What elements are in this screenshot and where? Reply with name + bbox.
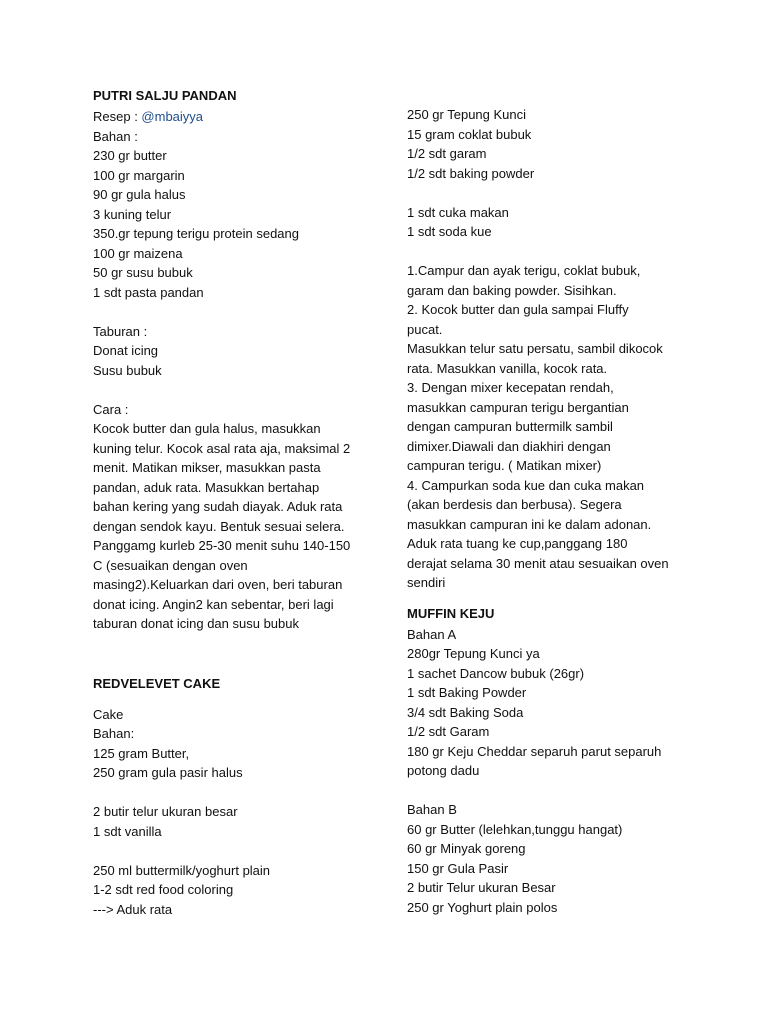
instruction-line: taburan donat icing dan susu bubuk: [93, 616, 299, 631]
taburan-label: Taburan :: [93, 323, 148, 339]
ingredient-line: 250 ml buttermilk/yoghurt plain: [93, 862, 271, 878]
left-column: [93, 85, 383, 919]
spacer: [407, 183, 697, 203]
ingredient-line: 1/2 sdt Garam: [407, 724, 490, 739]
ingredient-line: 50 gr susu bubuk: [93, 265, 193, 280]
right-column: [407, 105, 697, 917]
muffin-title: MUFFIN KEJU: [407, 605, 495, 621]
bahan-a-label: Bahan A: [407, 626, 457, 642]
ingredient-line: 250 gr Yoghurt plain polos: [407, 899, 558, 915]
step-line: pucat.: [407, 321, 443, 337]
step-line: rata. Masukkan vanilla, kocok rata.: [407, 360, 608, 376]
redvelvet-title: REDVELEVET CAKE: [93, 675, 221, 691]
ingredient-line: 1 sdt cuka makan: [407, 204, 509, 220]
step-line: 3. Dengan mixer kecepatan rendah,: [407, 380, 614, 395]
instruction-line: masing2).Keluarkan dari oven, beri taburan: [93, 577, 343, 592]
step-line: derajat selama 30 menit atau sesuaikan oven: [407, 555, 669, 571]
spacer: [93, 380, 383, 400]
instruction-line: Panggamg kurleb 25-30 menit suhu 140-150: [93, 538, 351, 553]
instruction-line: menit. Matikan mikser, masukkan pasta: [93, 460, 321, 475]
ingredient-line: 150 gr Gula Pasir: [407, 860, 509, 876]
taburan-item: Donat icing: [93, 343, 159, 358]
step-line: sendiri: [407, 575, 446, 590]
step-line: Aduk rata tuang ke cup,panggang 180: [407, 536, 628, 551]
step-line: Masukkan telur satu persatu, sambil dikocok: [407, 341, 663, 356]
step-line: dengan campuran buttermilk sambil: [407, 419, 613, 434]
instruction-line: bahan kering yang sudah diayak. Aduk rata: [93, 499, 343, 514]
resep-prefix: Resep :: [93, 109, 142, 124]
step-line: campuran terigu. ( Matikan mixer): [407, 458, 602, 473]
spacer: [93, 302, 383, 322]
author-handle-link[interactable]: @mbaiyya: [141, 109, 204, 124]
step-line: 4. Campurkan soda kue dan cuka makan: [407, 477, 645, 493]
instruction-line: C (sesuaikan dengan oven: [93, 557, 248, 573]
step-line: masukkan campuran terigu bergantian: [407, 399, 629, 415]
ingredient-line: 350.gr tepung terigu protein sedang: [93, 226, 299, 241]
instruction-line: Kocok butter dan gula halus, masukkan: [93, 421, 321, 436]
ingredient-line: 90 gr gula halus: [93, 187, 186, 202]
spacer: [407, 242, 697, 262]
instruction-line: kuning telur. Kocok asal rata aja, maksimal 2: [93, 440, 351, 456]
ingredient-line: 125 gram Butter,: [93, 745, 190, 761]
ingredient-line: 100 gr maizena: [93, 245, 183, 261]
cara-label: Cara :: [93, 401, 129, 417]
ingredient-line: 1 sachet Dancow bubuk (26gr): [407, 665, 585, 681]
ingredient-line: 1/2 sdt garam: [407, 146, 487, 161]
putri-title: PUTRI SALJU PANDAN: [93, 88, 237, 103]
ingredient-line: 250 gram gula pasir halus: [93, 765, 243, 780]
bahan-label: Bahan:: [93, 726, 135, 741]
ingredient-line: ---> Aduk rata: [93, 901, 173, 917]
ingredient-line: 2 butir telur ukuran besar: [93, 804, 238, 819]
ingredient-line: 1 sdt soda kue: [407, 224, 492, 239]
ingredient-line: 3 kuning telur: [93, 206, 172, 222]
ingredient-line: 1-2 sdt red food coloring: [93, 882, 234, 897]
ingredient-line: 3/4 sdt Baking Soda: [407, 704, 524, 720]
ingredient-line: 180 gr Keju Cheddar separuh parut separuh: [407, 743, 662, 759]
step-line: dimixer.Diawali dan diakhiri dengan: [407, 438, 611, 454]
instruction-line: donat icing. Angin2 kan sebentar, beri lagi: [93, 596, 334, 612]
step-line: 1.Campur dan ayak terigu, coklat bubuk,: [407, 263, 641, 278]
ingredient-line: 1 sdt vanilla: [93, 823, 162, 839]
resep-credit: [93, 107, 383, 127]
instruction-line: pandan, aduk rata. Masukkan bertahap: [93, 479, 320, 495]
ingredient-line: 15 gram coklat bubuk: [407, 126, 532, 142]
ingredient-line: 230 gr butter: [93, 148, 167, 163]
ingredient-line: 2 butir Telur ukuran Besar: [407, 880, 556, 895]
ingredient-line: 1/2 sdt baking powder: [407, 165, 535, 181]
bahan-b-label: Bahan B: [407, 802, 457, 817]
step-line: (akan berdesis dan berbusa). Segera: [407, 497, 622, 512]
step-line: garam dan baking powder. Sisihkan.: [407, 282, 617, 298]
taburan-item: Susu bubuk: [93, 362, 162, 378]
spacer: [407, 781, 697, 801]
ingredient-line: 60 gr Minyak goreng: [407, 841, 526, 856]
spacer: [93, 634, 383, 673]
step-line: 2. Kocok butter dan gula sampai Fluffy: [407, 302, 629, 317]
spacer: [93, 783, 383, 803]
ingredient-line: 1 sdt Baking Powder: [407, 685, 527, 700]
ingredient-line: potong dadu: [407, 763, 480, 778]
spacer: [93, 841, 383, 861]
ingredient-line: 280gr Tepung Kunci ya: [407, 646, 540, 661]
ingredient-line: 1 sdt pasta pandan: [93, 284, 204, 300]
ingredient-line: 100 gr margarin: [93, 167, 185, 183]
instruction-line: dengan sendok kayu. Bentuk sesuai selera.: [93, 518, 345, 534]
ingredient-line: 250 gr Tepung Kunci: [407, 107, 527, 122]
ingredient-line: 60 gr Butter (lelehkan,tunggu hangat): [407, 821, 623, 837]
bahan-label: Bahan :: [93, 128, 138, 144]
cake-label: Cake: [93, 706, 124, 722]
step-line: masukkan campuran ini ke dalam adonan.: [407, 516, 652, 532]
